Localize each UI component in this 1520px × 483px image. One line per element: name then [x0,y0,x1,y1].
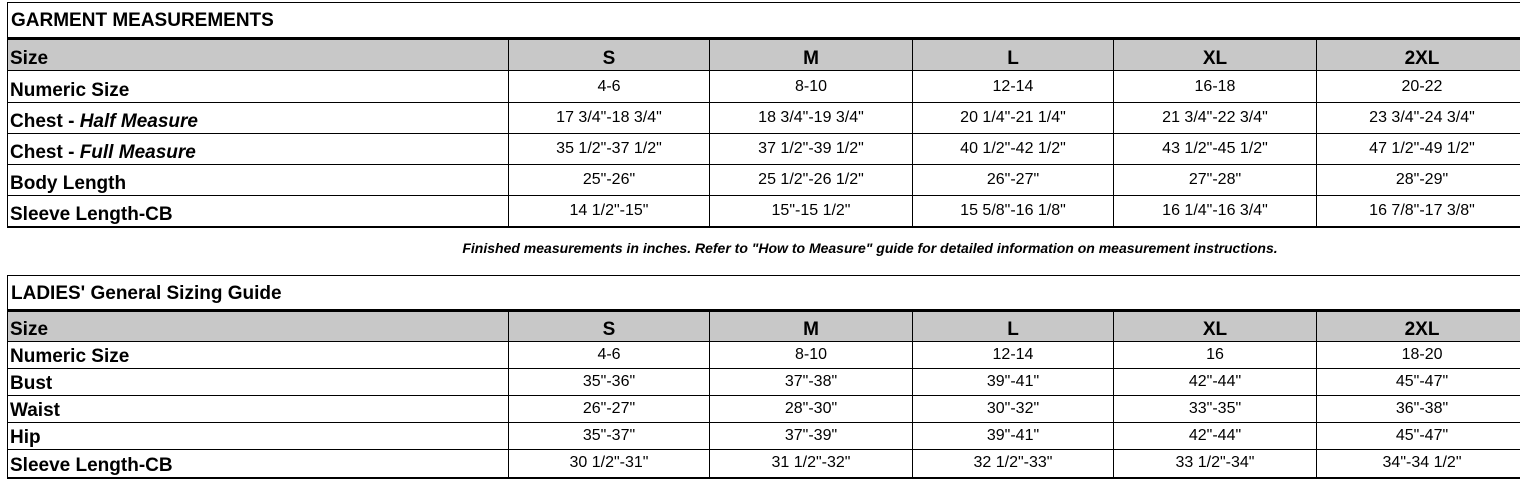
table-row [8,369,1520,396]
ladies-sizing-guide-table [7,275,1520,479]
table-row [8,450,1520,478]
table-cell: 23 3/4"-24 3/4" [1317,103,1520,134]
table-cell: 36"-38" [1317,396,1520,423]
size-header-label: Size [8,311,509,342]
table-cell: 8-10 [710,342,913,369]
table-row [8,165,1520,196]
table-cell: 28"-29" [1317,165,1520,196]
table-row [8,423,1520,450]
garment-measurements-table [7,2,1520,228]
table-row [8,71,1520,103]
table-cell: 33 1/2"-34" [1114,450,1317,478]
size-header-label: Size [8,39,509,71]
table-cell: 47 1/2"-49 1/2" [1317,134,1520,165]
table-cell: 32 1/2"-33" [913,450,1114,478]
size-column-header: S [509,39,710,71]
row-label: Numeric Size [8,71,509,103]
size-column-header: L [913,311,1114,342]
size-column-header: M [710,39,913,71]
size-column-header: 2XL [1317,311,1520,342]
table-cell: 42"-44" [1114,423,1317,450]
row-label: Numeric Size [8,342,509,369]
table-cell: 42"-44" [1114,369,1317,396]
table-cell: 30 1/2"-31" [509,450,710,478]
row-label: Hip [8,423,509,450]
table-cell: 45"-47" [1317,369,1520,396]
table-cell: 25 1/2"-26 1/2" [710,165,913,196]
table-cell: 45"-47" [1317,423,1520,450]
table-cell: 40 1/2"-42 1/2" [913,134,1114,165]
table-cell: 12-14 [913,342,1114,369]
size-column-header: XL [1114,311,1317,342]
table-cell: 16 1/4"-16 3/4" [1114,196,1317,227]
table-row [8,196,1520,227]
table-cell: 4-6 [509,71,710,103]
table-row [8,396,1520,423]
table-cell: 14 1/2"-15" [509,196,710,227]
table-cell: 37"-38" [710,369,913,396]
table-cell: 20-22 [1317,71,1520,103]
table-cell: 12-14 [913,71,1114,103]
table-cell: 35 1/2"-37 1/2" [509,134,710,165]
table-cell: 43 1/2"-45 1/2" [1114,134,1317,165]
table-row [8,103,1520,134]
row-label: Chest - Full Measure [8,134,509,165]
table-cell: 18 3/4"-19 3/4" [710,103,913,134]
table-cell: 35"-37" [509,423,710,450]
table-cell: 4-6 [509,342,710,369]
table-cell: 26"-27" [913,165,1114,196]
table-cell: 34"-34 1/2" [1317,450,1520,478]
table-cell: 37 1/2"-39 1/2" [710,134,913,165]
table-cell: 18-20 [1317,342,1520,369]
size-column-header: XL [1114,39,1317,71]
size-column-header: 2XL [1317,39,1520,71]
row-label: Bust [8,369,509,396]
table-cell: 15"-15 1/2" [710,196,913,227]
size-column-header: L [913,39,1114,71]
size-column-header: M [710,311,913,342]
table-row [8,134,1520,165]
table-cell: 39"-41" [913,369,1114,396]
table-cell: 8-10 [710,71,913,103]
table-row [8,342,1520,369]
row-label: Body Length [8,165,509,196]
table-cell: 28"-30" [710,396,913,423]
table-cell: 27"-28" [1114,165,1317,196]
garment-table-title: GARMENT MEASUREMENTS [8,3,1520,39]
table-cell: 16-18 [1114,71,1317,103]
measurement-footnote: Finished measurements in inches. Refer to "How to Measure" guide for detailed information on measurement instructions. [462,240,1278,256]
table-cell: 21 3/4"-22 3/4" [1114,103,1317,134]
row-label: Chest - Half Measure [8,103,509,134]
table-cell: 39"-41" [913,423,1114,450]
table-cell: 35"-36" [509,369,710,396]
table-cell: 37"-39" [710,423,913,450]
table-cell: 16 7/8"-17 3/8" [1317,196,1520,227]
ladies-table-title: LADIES' General Sizing Guide [8,276,1520,311]
row-label: Sleeve Length-CB [8,196,509,227]
size-column-header: S [509,311,710,342]
table-cell: 26"-27" [509,396,710,423]
table-cell: 17 3/4"-18 3/4" [509,103,710,134]
table-cell: 20 1/4"-21 1/4" [913,103,1114,134]
row-label: Waist [8,396,509,423]
table-cell: 16 [1114,342,1317,369]
row-label: Sleeve Length-CB [8,450,509,478]
table-cell: 30"-32" [913,396,1114,423]
table-cell: 33"-35" [1114,396,1317,423]
table-cell: 31 1/2"-32" [710,450,913,478]
table-cell: 25"-26" [509,165,710,196]
table-cell: 15 5/8"-16 1/8" [913,196,1114,227]
